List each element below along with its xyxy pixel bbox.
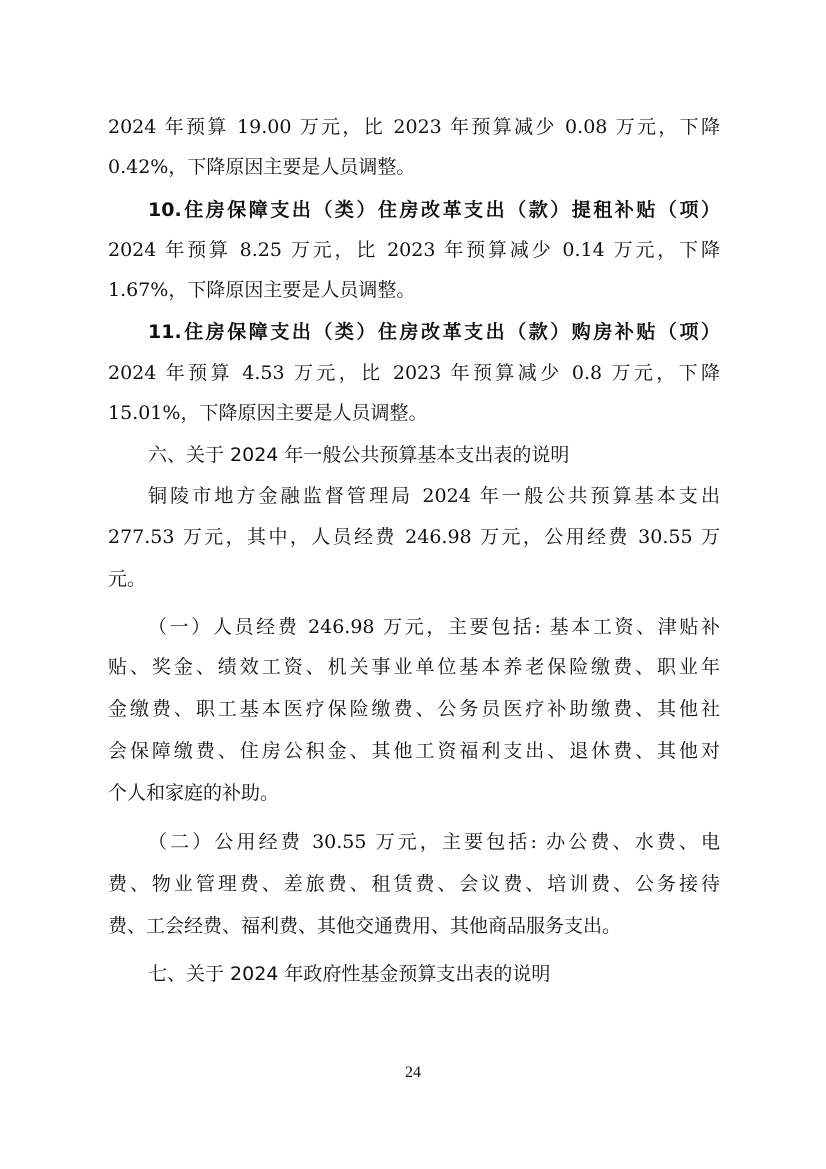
paragraph-line: 15.01%，下降原因主要是人员调整。	[108, 402, 428, 424]
paragraph-line: 0.42%，下降原因主要是人员调整。	[108, 156, 416, 178]
paragraph-line: 元。	[108, 568, 147, 590]
paragraph-line: 铜陵市地方金融监督管理局 2024 年一般公共预算基本支出	[148, 485, 720, 507]
section-heading-7: 七、关于 2024 年政府性基金预算支出表的说明	[148, 963, 551, 985]
section-heading-6: 六、关于 2024 年一般公共预算基本支出表的说明	[148, 444, 570, 466]
paragraph-line: 2024 年预算 8.25 万元，比 2023 年预算减少 0.14 万元，下降	[108, 239, 720, 261]
paragraph-line: 费、工会经费、福利费、其他交通费用、其他商品服务支出。	[108, 915, 622, 937]
paragraph-line: 会保障缴费、住房公积金、其他工资福利支出、退休费、其他对	[108, 740, 720, 762]
page-number: 24	[405, 1064, 421, 1081]
paragraph-line: 费、物业管理费、差旅费、租赁费、会议费、培训费、公务接待	[108, 873, 720, 895]
item-heading-11: 11.住房保障支出（类）住房改革支出（款）购房补贴（项）	[148, 321, 720, 343]
paragraph-line: 2024 年预算 4.53 万元，比 2023 年预算减少 0.8 万元，下降	[108, 362, 720, 384]
paragraph-line: 2024 年预算 19.00 万元，比 2023 年预算减少 0.08 万元，下降	[108, 116, 720, 138]
paragraph-line: 1.67%，下降原因主要是人员调整。	[108, 279, 416, 301]
paragraph-line: 贴、奖金、绩效工资、机关事业单位基本养老保险缴费、职业年	[108, 656, 720, 678]
paragraph-line: 个人和家庭的补助。	[108, 782, 280, 804]
paragraph-line: 金缴费、职工基本医疗保险缴费、公务员医疗补助缴费、其他社	[108, 698, 720, 720]
paragraph-line: （一）人员经费 246.98 万元，主要包括: 基本工资、津贴补	[148, 616, 720, 638]
item-heading-10: 10.住房保障支出（类）住房改革支出（款）提租补贴（项）	[148, 199, 720, 221]
paragraph-line: 277.53 万元，其中，人员经费 246.98 万元，公用经费 30.55 万	[108, 526, 720, 548]
paragraph-line: （二）公用经费 30.55 万元，主要包括: 办公费、水费、电	[148, 831, 720, 853]
